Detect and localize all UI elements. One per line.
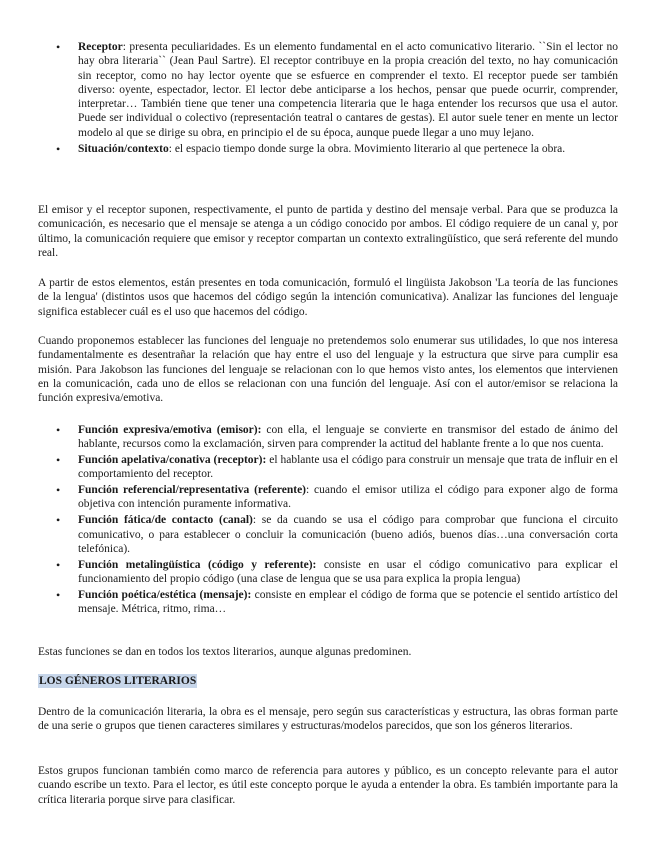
- list-item-funcion-poetica: [38, 588, 618, 617]
- paragraph-jakobson: A partir de estos elementos, están presentes en toda comunicación, formuló el lingüista Jakobson 'La teoría de las funciones de la lengua' (distintos usos que hacemos del código según la intención comunicativa). Analizar las funciones del lenguaje significa establecer cuál es el uso que hacemos del código.: [38, 277, 618, 318]
- paragraph-marco-referencia: Estos grupos funcionan también como marco de referencia para autores y público, es un concepto relevante para el autor cuando escribe un texto. Para el lector, es útil este concepto porque le ayuda a entender la obra. Es también importante para la crítica literaria porque sirve para clasificar.: [38, 765, 618, 806]
- term-funcion-metalinguistica: Función metalingüística (código y referente):: [78, 558, 317, 571]
- term-situacion: Situación/contexto: [78, 142, 169, 155]
- term-funcion-poetica: Función poética/estética (mensaje):: [78, 588, 252, 601]
- paragraph-generos: Dentro de la comunicación literaria, la obra es el mensaje, pero según sus características y estructura, las obras forman parte de una serie o grupos que tienen caracteres similares y estructuras/modelos parecidos, que son los géneros literarios.: [38, 706, 618, 733]
- term-receptor: Receptor: [78, 41, 123, 53]
- list-item-funcion-referencial: [38, 483, 618, 512]
- term-separator: :: [122, 41, 126, 53]
- paragraph-emisor-receptor: El emisor y el receptor suponen, respectivamente, el punto de partida y destino del mensaje verbal. Para que se produzca la comunicación, es necesario que el mensaje se atenga a un código conocido por ambos. El código requiere de un canal y, por último, la comunicación requiere que emisor y receptor compartan un contexto extralingüístico, que será referente del mundo real.: [38, 204, 618, 259]
- term-funcion-fatica: Función fática/de contacto (canal): [78, 514, 253, 527]
- definition-receptor: presenta peculiaridades. Es un elemento fundamental en el acto comunicativo literario. ``Sin el lector no hay obra literaria`` (Jean Paul Sartre). El receptor contribuye en la propia creación del texto, no hay comunicación sin receptor, como no hay lector oyente que se esfuerce en comprender el texto. El receptor puede ser también diverso: oyente, espectador, lector. El lector debe anticiparse a los hechos, pensar que puede ocurrir, comprender, interpretar… También tiene que tener una competencia literaria que le haga entender los recursos que usa el autor. Puede ser individual o colectivo (representación teatral o cantares de gestas). El autor suele tener en mente un lector modelo al que se dirige su obra, en principio el de su época, aunque puede llegar a uno muy lejano.: [78, 41, 618, 139]
- definition-situacion: el espacio tiempo donde surge la obra. Movimiento literario al que pertenece la obra.: [171, 142, 566, 155]
- list-item-situacion: [38, 142, 618, 156]
- term-funcion-referencial: Función referencial/representativa (referente): [78, 484, 307, 497]
- term-separator: :: [306, 484, 310, 497]
- paragraph-funciones: Cuando proponemos establecer las funciones del lenguaje no pretendemos solo enumerar sus utilidades, lo que nos interesa fundamentalmente es desentrañar la relación que hay entre el uso del lenguaje y la estructura que sirve para cumplir esa misión. Para Jakobson las funciones del lenguaje se relacionan con lo que hemos visto antes, los elementos que intervienen en la comunicación, cada uno de ellos se relacionan con una función del lenguaje. Así con el autor/emisor se relaciona la función expresiva/emotiva.: [38, 335, 618, 405]
- term-separator: :: [252, 514, 257, 527]
- list-item-funcion-metalinguistica: [38, 558, 618, 587]
- definition-funcion-expresiva: con ella, el lenguaje se convierte en transmisor del estado de ánimo del hablante, recursos como la exclamación, sirven para comprender la actitud del hablante frente a lo que nos cuenta.: [78, 424, 618, 451]
- list-item-receptor: [38, 40, 618, 140]
- definition-funcion-poetica: consiste en emplear el código de forma que se potencie el sentido artístico del mensaje. Métrica, ritmo, rima…: [78, 588, 618, 616]
- definition-funcion-referencial: cuando el emisor utiliza el código para exponer algo de forma objetiva con intención puramente informativa.: [78, 484, 618, 511]
- list-item-funcion-fatica: [38, 513, 618, 556]
- list-item-funcion-apelativa: [38, 453, 618, 482]
- term-funcion-expresiva: Función expresiva/emotiva (emisor):: [78, 424, 262, 436]
- definition-funcion-fatica: se da cuando se usa el código para comprobar que funciona el circuito comunicativo, o para establecer o concluir la comunicación (bueno adiós, buenos días…una conversación corta telefónica).: [78, 514, 618, 555]
- functions-list: [38, 423, 618, 618]
- definition-funcion-metalinguistica: consiste en usar el código comunicativo para explicar el funcionamiento del propio código (una clase de lengua que se usa para explica la propia lengua): [78, 558, 618, 585]
- section-heading-generos: LOS GÉNEROS LITERARIOS: [39, 675, 197, 687]
- term-funcion-apelativa: Función apelativa/conativa (receptor):: [78, 454, 267, 467]
- term-separator: :: [168, 142, 172, 155]
- definition-funcion-apelativa: el hablante usa el código para construir un mensaje que trata de influir en el comportamiento del receptor.: [78, 454, 618, 481]
- paragraph-predominen: Estas funciones se dan en todos los textos literarios, aunque algunas predominen.: [38, 646, 412, 658]
- list-item-funcion-expresiva: [38, 423, 618, 452]
- elements-list: [38, 40, 618, 157]
